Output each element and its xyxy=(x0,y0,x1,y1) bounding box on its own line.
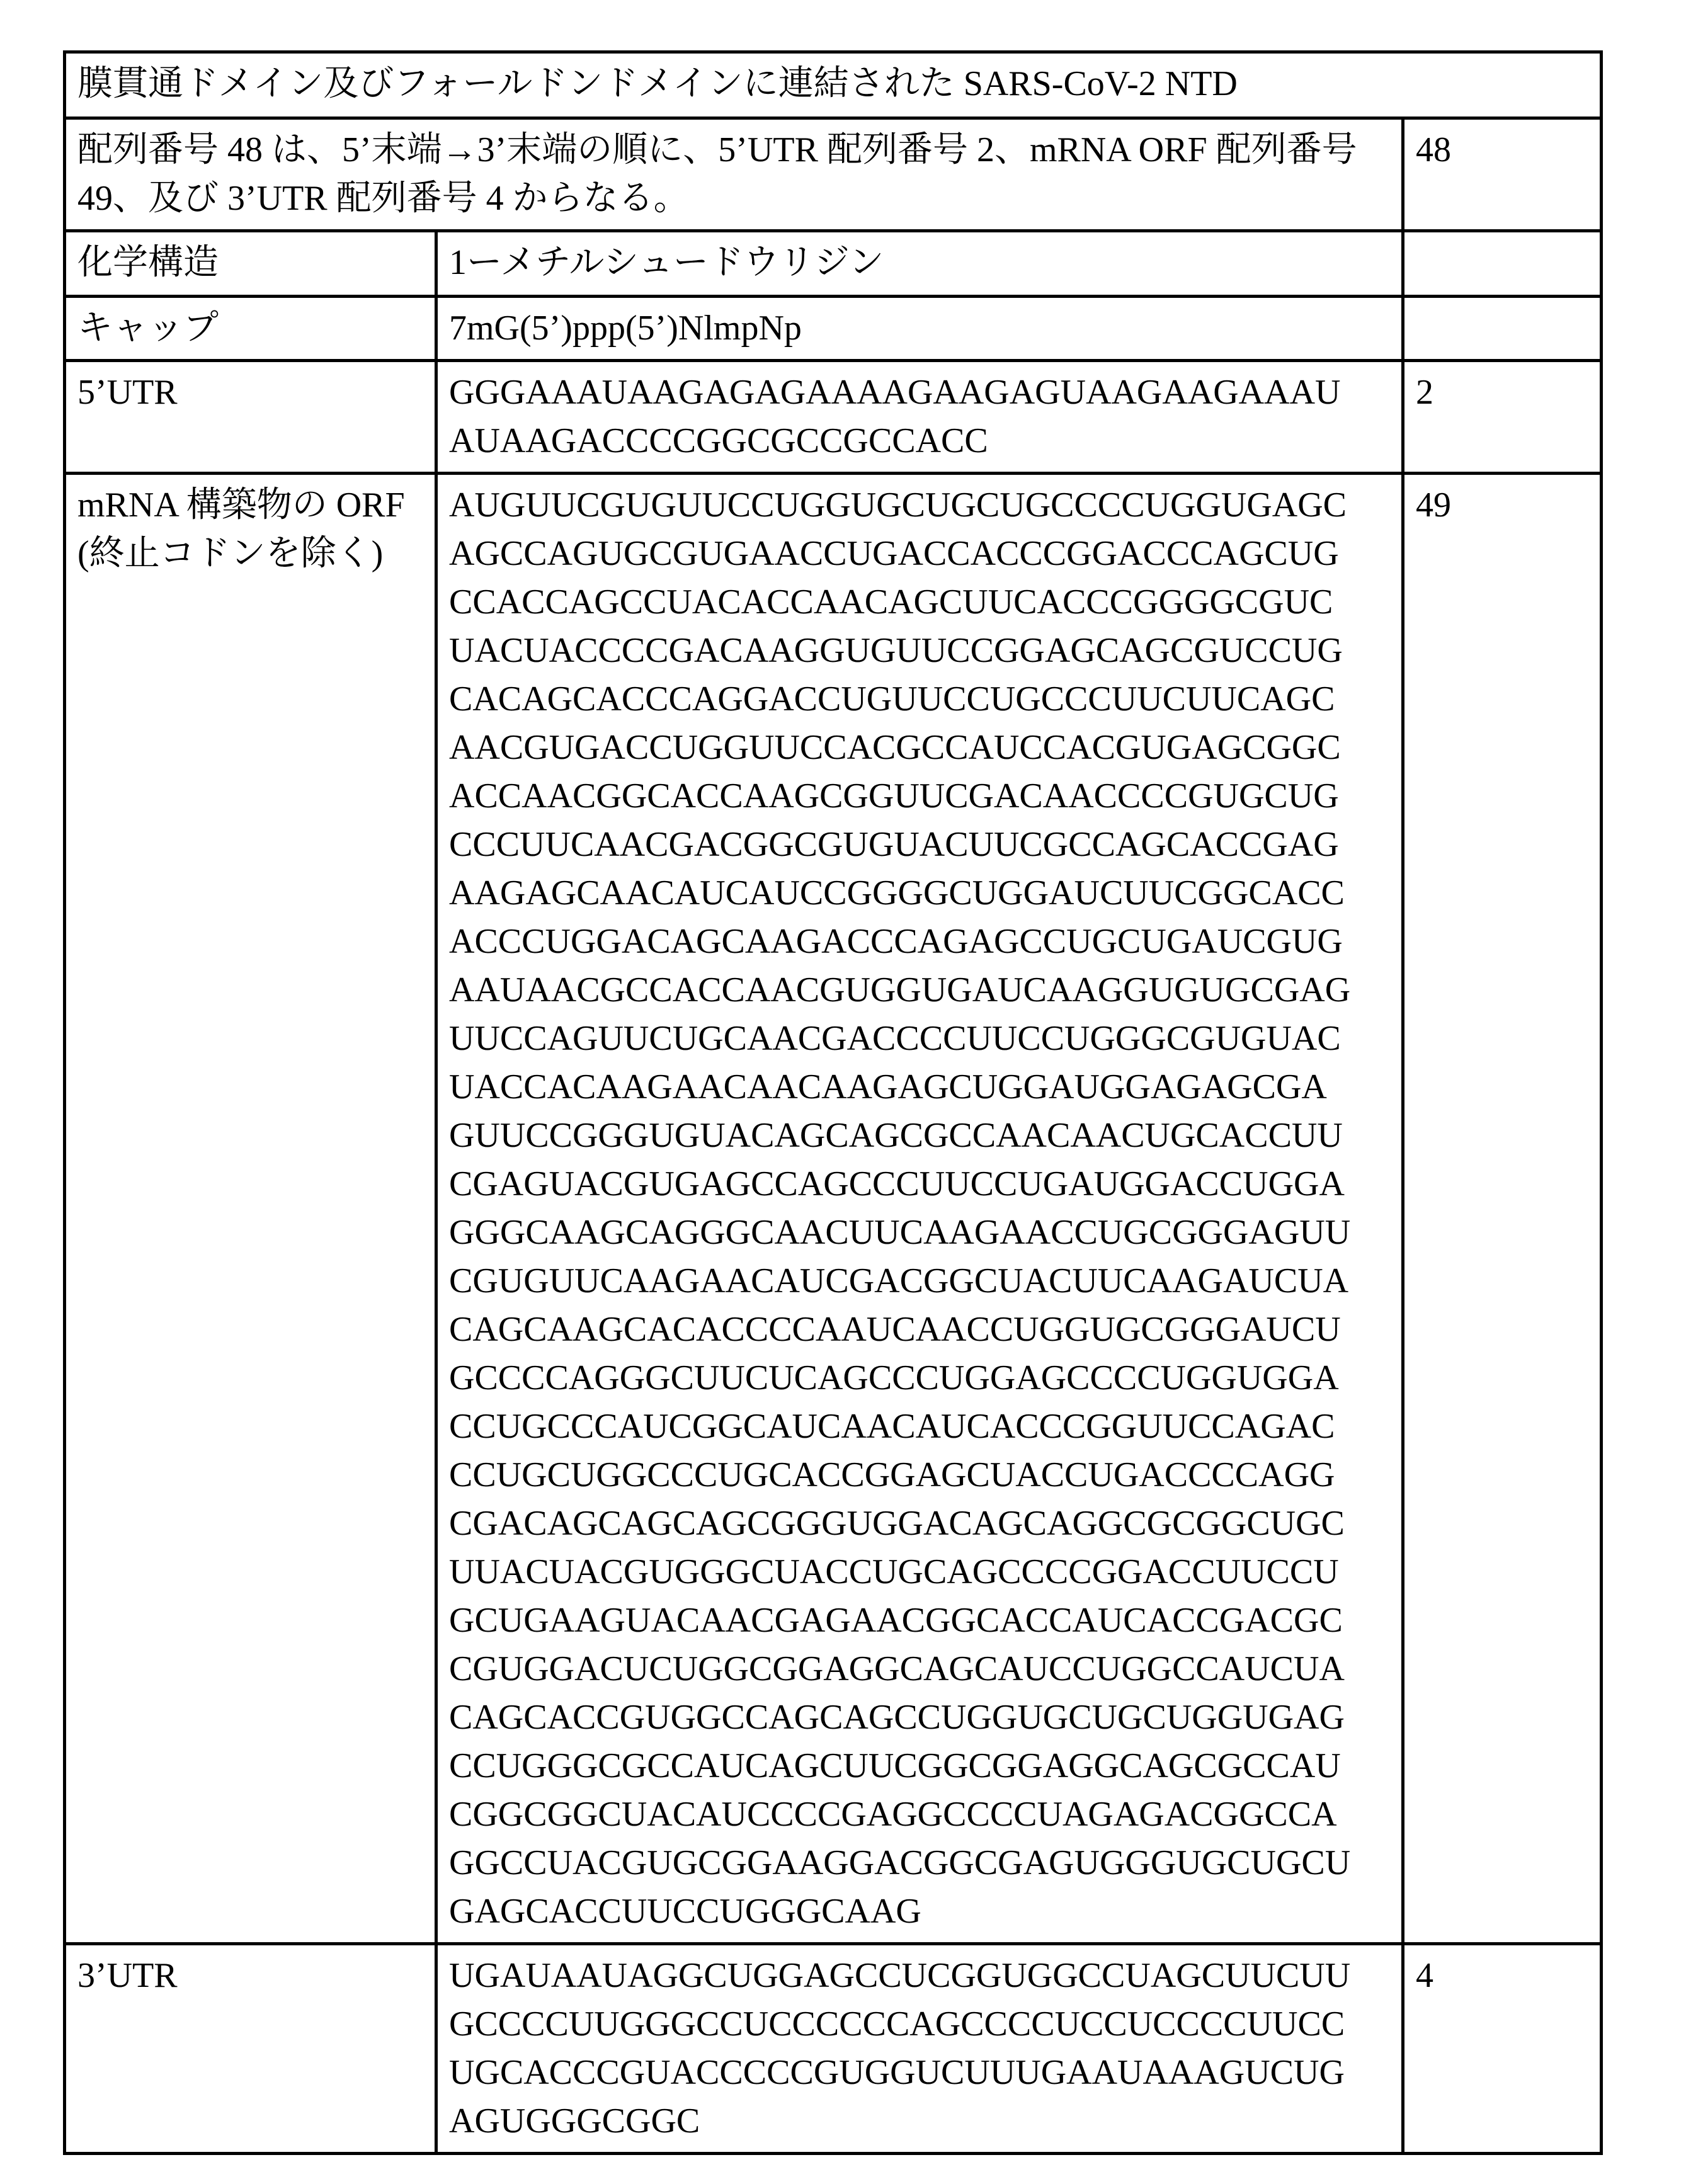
utr5-row xyxy=(65,361,1602,474)
sequence-line: 1ーメチルシュードウリジン xyxy=(449,239,1390,287)
row-label: 3’UTR xyxy=(65,1944,436,2154)
sequence-line: GGGCAAGCAGGGCAACUUCAAGAACCUGCGGGAGUU xyxy=(449,1209,1390,1257)
cap-row xyxy=(65,297,1602,361)
seq-id: 49 xyxy=(1403,474,1602,1944)
sequence-line: AUAAGACCCCGGCGCCGCCACC xyxy=(449,417,1390,465)
sequence-line: UUACUACGUGGGCUACCUGCAGCCCCGGACCUUCCU xyxy=(449,1548,1390,1596)
sequence-line: AAUAACGCCACCAACGUGGUGAUCAAGGUGUGCGAG xyxy=(449,966,1390,1015)
sequence-line: AGUGGGCGGC xyxy=(449,2097,1390,2146)
row-label: mRNA 構築物の ORF (終止コドンを除く) xyxy=(65,474,436,1944)
orf-row xyxy=(65,474,1602,1944)
sequence-line: GCUGAAGUACAACGAGAACGGCACCAUCACCGACGC xyxy=(449,1596,1390,1645)
sequence-line: CGGCGGCUACAUCCCCGAGGCCCCUAGAGACGGCCA xyxy=(449,1790,1390,1839)
sequence-line: CGUGGACUCUGGCGGAGGCAGCAUCCUGGCCAUCUA xyxy=(449,1645,1390,1693)
sequence-line: CGAGUACGUGAGCCAGCCCUUCCUGAUGGACCUGGA xyxy=(449,1160,1390,1209)
row-value xyxy=(436,297,1403,361)
sequence-line: ACCCUGGACAGCAAGACCCAGAGCCUGCUGAUCGUG xyxy=(449,918,1390,966)
seq-id: 2 xyxy=(1403,361,1602,474)
row-label: 5’UTR xyxy=(65,361,436,474)
sequence-line: 7mG(5’)ppp(5’)NlmpNp xyxy=(449,304,1390,353)
sequence-line: AGCCAGUGCGUGAACCUGACCACCCGGACCCAGCUG xyxy=(449,530,1390,578)
table-title: 膜貫通ドメイン及びフォールドンドメインに連結された SARS-CoV-2 NTD xyxy=(65,52,1602,118)
sequence-line: CGUGUUCAAGAACAUCGACGGCUACUUCAAGAUCUA xyxy=(449,1257,1390,1305)
sequence-line: CAGCACCGUGGCCAGCAGCCUGGUGCUGCUGGUGAG xyxy=(449,1693,1390,1742)
sequence-table xyxy=(63,50,1603,2155)
sequence-line: UGAUAAUAGGCUGGAGCCUCGGUGGCCUAGCUUCUU xyxy=(449,1952,1390,2000)
sequence-line: GAGCACCUUCCUGGGCAAG xyxy=(449,1887,1390,1936)
sequence-line: CAGCAAGCACACCCCAAUCAACCUGGUGCGGGAUCU xyxy=(449,1305,1390,1354)
sequence-line: GCCCCAGGGCUUCUCAGCCCUGGAGCCCCUGGUGGA xyxy=(449,1354,1390,1402)
row-label: キャップ xyxy=(65,297,436,361)
seq-id xyxy=(1403,297,1602,361)
table-title-row xyxy=(65,52,1602,118)
seq-id: 48 xyxy=(1403,118,1602,231)
sequence-line: AAGAGCAACAUCAUCCGGGGCUGGAUCUUCGGCACC xyxy=(449,869,1390,918)
seq-id: 4 xyxy=(1403,1944,1602,2154)
sequence-line: UGCACCCGUACCCCCGUGGUCUUUGAAUAAAGUCUG xyxy=(449,2049,1390,2097)
seq-id xyxy=(1403,231,1602,297)
description-row xyxy=(65,118,1602,231)
row-value xyxy=(436,474,1403,1944)
sequence-line: CCCUUCAACGACGGCGUGUACUUCGCCAGCACCGAG xyxy=(449,821,1390,869)
row-label: 化学構造 xyxy=(65,231,436,297)
chemical-structure-row xyxy=(65,231,1602,297)
sequence-line: AACGUGACCUGGUUCCACGCCAUCCACGUGAGCGGC xyxy=(449,724,1390,772)
sequence-line: GCCCCUUGGGCCUCCCCCCAGCCCCUCCUCCCCUUCC xyxy=(449,2000,1390,2049)
sequence-line: UACCACAAGAACAACAAGAGCUGGAUGGAGAGCGA xyxy=(449,1063,1390,1112)
sequence-line: UUCCAGUUCUGCAACGACCCCUUCCUGGGCGUGUAC xyxy=(449,1015,1390,1063)
description-text: 配列番号 48 は、5’末端→3’末端の順に、5’UTR 配列番号 2、mRNA ORF 配列番号 49、及び 3’UTR 配列番号 4 からなる。 xyxy=(65,118,1403,231)
sequence-line: GGGAAAUAAGAGAGAAAAGAAGAGUAAGAAGAAAU xyxy=(449,368,1390,417)
sequence-line: UACUACCCCGACAAGGUGUUCCGGAGCAGCGUCCUG xyxy=(449,627,1390,675)
sequence-line: CGACAGCAGCAGCGGGUGGACAGCAGGCGCGGCUGC xyxy=(449,1499,1390,1548)
sequence-line: GGCCUACGUGCGGAAGGACGGCGAGUGGGUGCUGCU xyxy=(449,1839,1390,1887)
row-value xyxy=(436,231,1403,297)
sequence-line: CCUGCCCAUCGGCAUCAACAUCACCCGGUUCCAGAC xyxy=(449,1402,1390,1451)
sequence-line: CCUGGGCGCCAUCAGCUUCGGCGGAGGCAGCGCCAU xyxy=(449,1742,1390,1790)
sequence-line: ACCAACGGCACCAAGCGGUUCGACAACCCCGUGCUG xyxy=(449,772,1390,821)
row-value xyxy=(436,1944,1403,2154)
utr3-row xyxy=(65,1944,1602,2154)
sequence-line: CACAGCACCCAGGACCUGUUCCUGCCCUUCUUCAGC xyxy=(449,675,1390,724)
sequence-line: CCACCAGCCUACACCAACAGCUUCACCCGGGGCGUC xyxy=(449,578,1390,627)
sequence-line: GUUCCGGGUGUACAGCAGCGCCAACAACUGCACCUU xyxy=(449,1112,1390,1160)
row-value xyxy=(436,361,1403,474)
sequence-line: CCUGCUGGCCCUGCACCGGAGCUACCUGACCCCAGG xyxy=(449,1451,1390,1499)
sequence-line: AUGUUCGUGUUCCUGGUGCUGCUGCCCCUGGUGAGC xyxy=(449,481,1390,530)
